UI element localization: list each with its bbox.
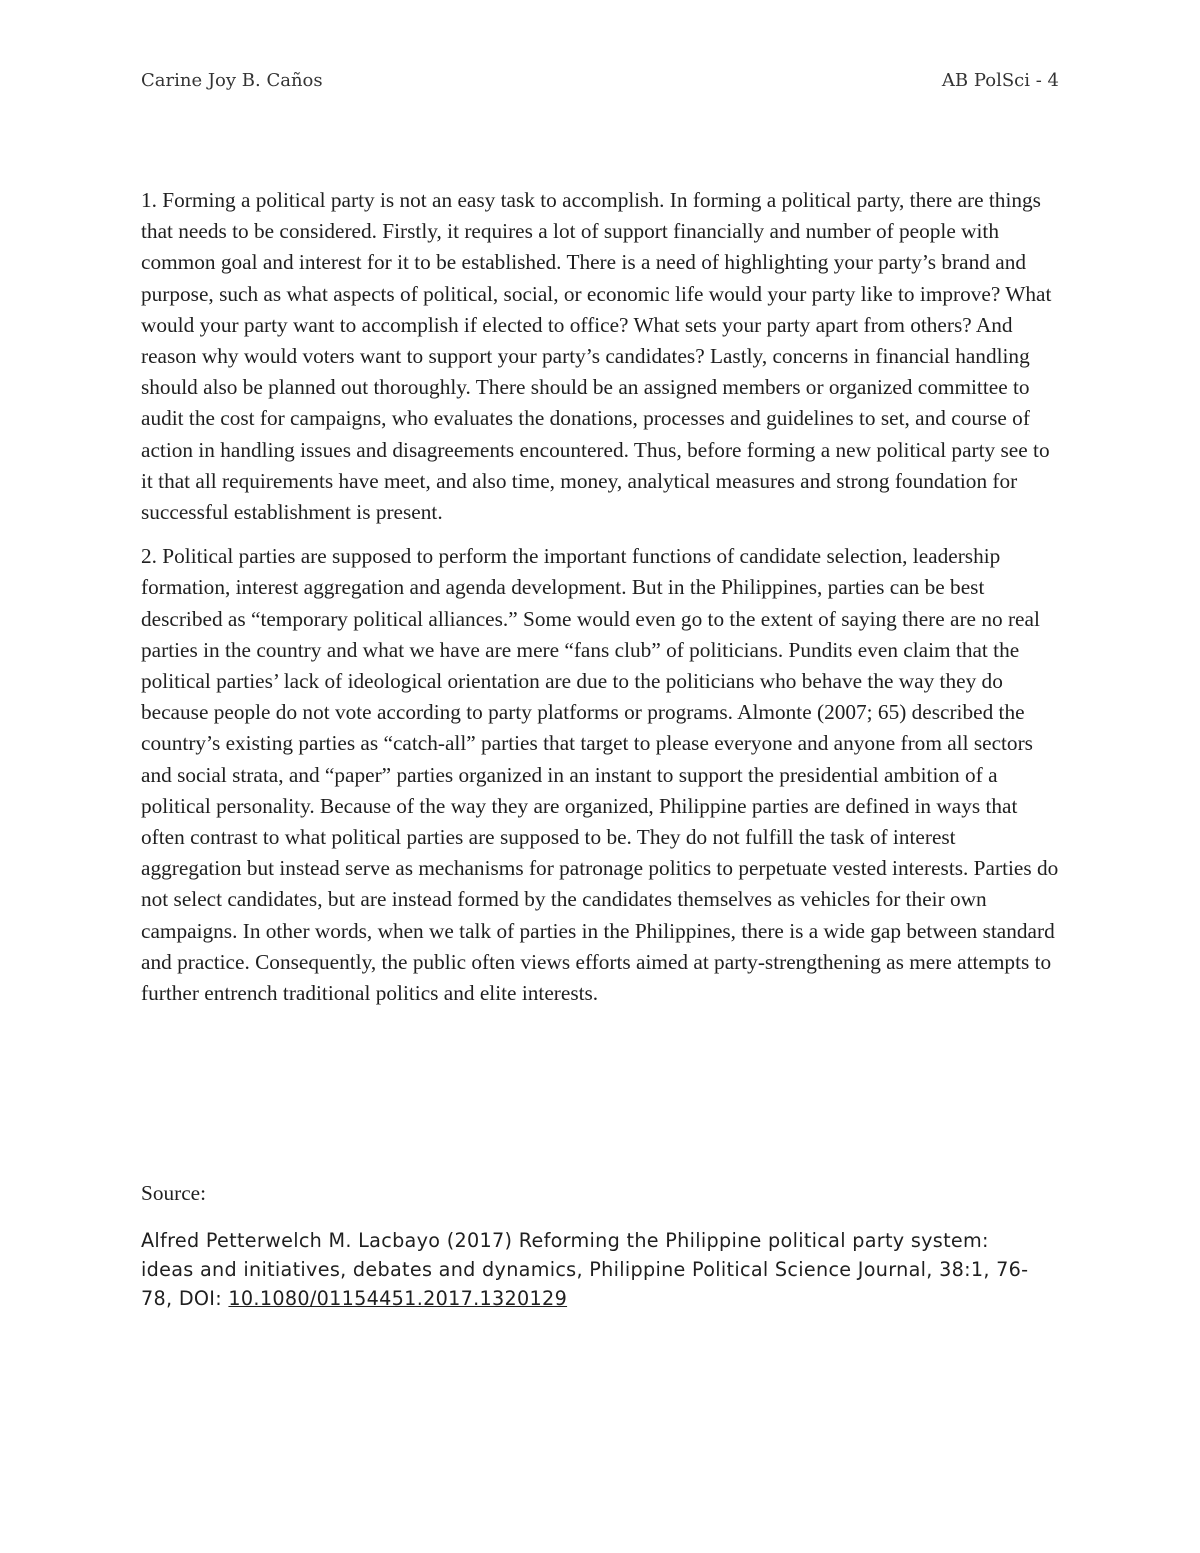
citation [141,1226,1041,1313]
doi-link[interactable]: 10.1080/01154451.2017.1320129 [228,1287,568,1310]
source-label: Source: [141,1181,207,1205]
answer-paragraph-1: 1. Forming a political party is not an easy task to accomplish. In forming a political party, there are things that needs to be considered. Firstly, it requires a lot of support financially and number of people with common goal and interest for it to be established. There is a need of highlighting your party’s brand and purpose, such as what aspects of political, social, or economic life would your party like to improve? What would your party want to accomplish if elected to office? What sets your party apart from others? And reason why would voters want to support your party’s candidates? Lastly, concerns in financial handling should also be planned out thoroughly. There should be an assigned members or organized committee to audit the cost for campaigns, who evaluates the donations, processes and guidelines to set, and course of action in handling issues and disagreements encountered. Thus, before forming a new political party see to it that all requirements have meet, and also time, money, analytical measures and strong foundation for successful establishment is present. [141,188,1052,525]
citation-text: Alfred Petterwelch M. Lacbayo (2017) Reforming the Philippine political party system: ideas and initiatives, debates and dynamics, Philippine Political Science Journal, 38:1, 76-78, DOI: [141,1229,1029,1310]
course-label: AB PolSci - 4 [941,70,1059,91]
answer-paragraph-2: 2. Political parties are supposed to perform the important functions of candidate selection, leadership formation, interest aggregation and agenda development. But in the Philippines, parties can be best described as “temporary political alliances.” Some would even go to the extent of saying there are no real parties in the country and what we have are mere “fans club” of politicians. Pundits even claim that the political parties’ lack of ideological orientation are due to the politicians who behave the way they do because people do not vote according to party platforms or programs. Almonte (2007; 65) described the country’s existing parties as “catch-all” parties that target to please everyone and anyone from all sectors and social strata, and “paper” parties organized in an instant to support the presidential ambition of a political personality. Because of the way they are organized, Philippine parties are defined in ways that often contrast to what political parties are supposed to be. They do not fulfill the task of interest aggregation but instead serve as mechanisms for patronage politics to perpetuate vested interests. Parties do not select candidates, but are instead formed by the candidates themselves as vehicles for their own campaigns. In other words, when we talk of parties in the Philippines, there is a wide gap between standard and practice. Consequently, the public often views efforts aimed at party-strengthening as mere attempts to further entrench traditional politics and elite interests. [141,544,1059,1006]
page-header [141,70,1059,91]
essay-body [141,185,1061,1022]
author-name: Carine Joy B. Caños [141,70,323,91]
